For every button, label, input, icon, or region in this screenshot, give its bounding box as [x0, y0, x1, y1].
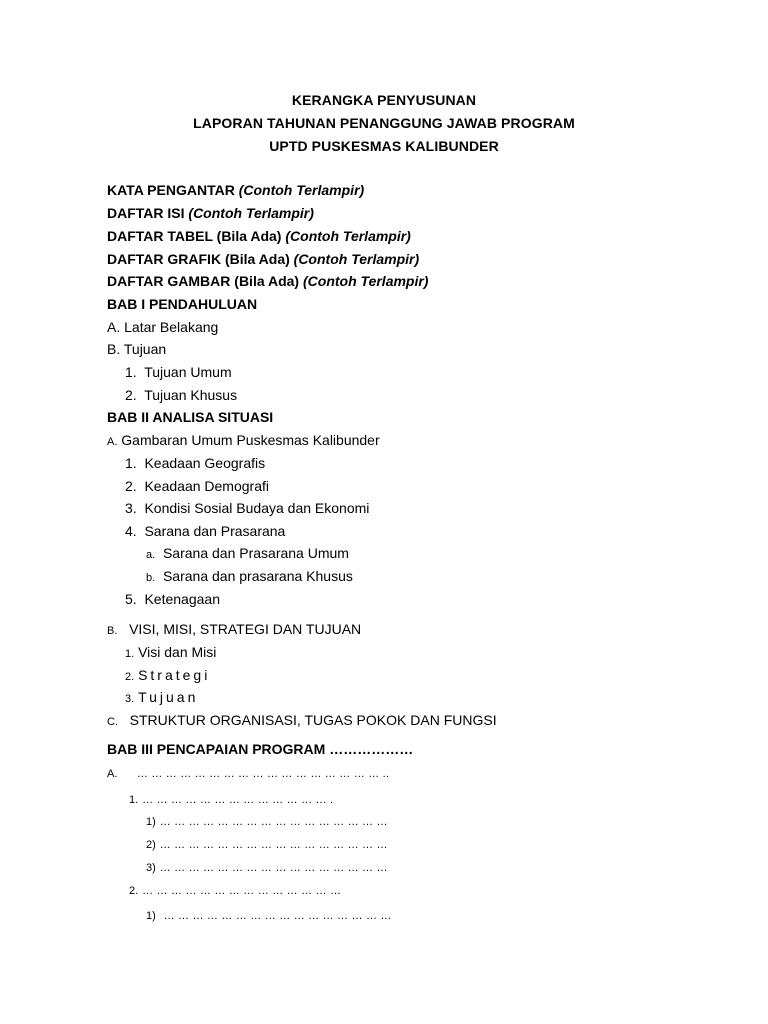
bab3-1-2-dots: … … … … … … … … … … … … … … … …	[159, 839, 388, 851]
bab2-a3-marker: 3.	[125, 500, 137, 516]
bab3-a-dots: … … … … … … … … … … … … … … … … … ..	[136, 768, 390, 780]
bab2-a2-marker: 2.	[125, 478, 137, 494]
bab2-item-c	[107, 712, 497, 728]
bab2-a4-text: Sarana dan Prasarana	[144, 523, 286, 539]
bab3-2-1-dots: … … … … … … … … … … … … … … … …	[163, 910, 392, 922]
daftar-grafik-label: DAFTAR GRAFIK (Bila Ada)	[107, 251, 290, 267]
bab3-item-1-1	[146, 812, 388, 828]
bab2-b2-marker: 2.	[125, 671, 135, 683]
bab2-a2-text: Keadaan Demografi	[144, 478, 269, 494]
bab3-item-1	[129, 790, 333, 806]
bab2-item-b1	[125, 644, 216, 660]
bab2-a-text: Gambaran Umum Puskesmas Kalibunder	[121, 432, 380, 448]
daftar-grafik-item	[107, 251, 419, 267]
bab2-a4-marker: 4.	[125, 523, 137, 539]
bab3-1-1-marker: 1)	[146, 816, 156, 828]
bab3-item-2-1	[146, 906, 392, 922]
bab2-title: BAB II ANALISA SITUASI	[107, 409, 274, 425]
header-line-1: KERANGKA PENYUSUNAN	[291, 92, 477, 108]
bab1-item-b	[107, 341, 166, 357]
daftar-isi-note: (Contoh Terlampir)	[188, 205, 314, 221]
bab1-title: BAB I PENDAHULUAN	[107, 296, 258, 312]
bab3-1-dots: … … … … … … … … … … … … … .	[142, 794, 334, 806]
daftar-isi-item	[107, 205, 314, 221]
bab2-item-b3	[125, 689, 198, 705]
bab2-b3-marker: 3.	[125, 693, 135, 705]
bab1-b-marker: B.	[107, 341, 121, 357]
daftar-tabel-label: DAFTAR TABEL (Bila Ada)	[107, 228, 282, 244]
bab3-item-1-2	[146, 835, 388, 851]
daftar-isi-label: DAFTAR ISI	[107, 205, 185, 221]
bab2-item-a	[107, 432, 380, 448]
bab1-b-text: Tujuan	[123, 341, 167, 357]
bab2-a1-marker: 1.	[125, 455, 137, 471]
kata-pengantar-label: KATA PENGANTAR	[107, 182, 235, 198]
bab1-b2-text: Tujuan Khusus	[144, 387, 238, 403]
bab2-c-text: STRUKTUR ORGANISASI, TUGAS POKOK DAN FUNGSI	[129, 712, 497, 728]
bab3-1-3-marker: 3)	[146, 862, 156, 874]
bab3-item-1-3	[146, 858, 388, 874]
bab1-item-b2	[125, 387, 237, 403]
bab1-a-text: Latar Belakang	[124, 319, 219, 335]
bab1-item-b1	[125, 364, 232, 380]
daftar-gambar-label: DAFTAR GAMBAR (Bila Ada)	[107, 273, 300, 289]
bab1-b1-marker: 1.	[125, 364, 137, 380]
bab3-1-marker: 1.	[129, 794, 139, 806]
bab2-b3-text: Tujuan	[138, 689, 199, 705]
bab1-b1-text: Tujuan Umum	[144, 364, 232, 380]
bab2-c-marker: C.	[107, 716, 118, 728]
daftar-tabel-note: (Contoh Terlampir)	[285, 228, 411, 244]
bab2-item-a1	[125, 455, 265, 471]
bab2-a5-text: Ketenagaan	[144, 591, 220, 607]
bab2-a4b-marker: b.	[146, 572, 156, 584]
header-line-3: UPTD PUSKESMAS KALIBUNDER	[269, 138, 499, 154]
bab2-a4a-marker: a.	[146, 549, 156, 561]
bab2-a5-marker: 5.	[125, 591, 137, 607]
daftar-tabel-item	[107, 228, 411, 244]
bab3-1-2-marker: 2)	[146, 839, 156, 851]
bab2-a3-text: Kondisi Sosial Budaya dan Ekonomi	[144, 500, 370, 516]
bab2-b1-marker: 1.	[125, 648, 135, 660]
bab2-a-marker: A.	[107, 436, 118, 448]
kata-pengantar-item	[107, 182, 364, 198]
bab2-b2-text: Strategi	[138, 667, 211, 683]
bab1-b2-marker: 2.	[125, 387, 137, 403]
bab2-a1-text: Keadaan Geografis	[144, 455, 266, 471]
bab2-b-marker: B.	[107, 625, 118, 637]
daftar-gambar-item	[107, 273, 428, 289]
bab1-a-marker: A.	[107, 319, 121, 335]
bab3-1-3-dots: … … … … … … … … … … … … … … … …	[159, 862, 388, 874]
bab2-item-a5	[125, 591, 220, 607]
bab3-2-1-marker: 1)	[146, 910, 156, 922]
header-line-2: LAPORAN TAHUNAN PENANGGUNG JAWAB PROGRAM	[193, 115, 575, 131]
bab1-item-a	[107, 319, 218, 335]
bab3-2-marker: 2.	[129, 885, 139, 897]
daftar-grafik-note: (Contoh Terlampir)	[293, 251, 420, 267]
bab3-item-2	[129, 881, 341, 897]
bab3-title: BAB III PENCAPAIAN PROGRAM ………………	[107, 741, 414, 757]
bab2-item-a4b	[146, 568, 353, 584]
bab2-item-a3	[125, 500, 369, 516]
bab2-a4b-text: Sarana dan prasarana Khusus	[162, 568, 353, 584]
bab2-a4a-text: Sarana dan Prasarana Umum	[162, 545, 349, 561]
bab3-1-1-dots: … … … … … … … … … … … … … … … …	[159, 816, 388, 828]
bab3-item-a	[107, 764, 389, 780]
bab2-item-a2	[125, 478, 269, 494]
bab2-item-a4a	[146, 545, 349, 561]
bab2-b-text: VISI, MISI, STRATEGI DAN TUJUAN	[129, 621, 362, 637]
kata-pengantar-note: (Contoh Terlampir)	[238, 182, 365, 198]
bab2-item-a4	[125, 523, 285, 539]
bab2-item-b	[107, 621, 361, 637]
bab3-2-dots: … … … … … … … … … … … … … …	[142, 885, 342, 897]
bab2-item-b2	[125, 667, 210, 683]
daftar-gambar-note: (Contoh Terlampir)	[303, 273, 429, 289]
bab2-b1-text: Visi dan Misi	[138, 644, 217, 660]
bab3-a-marker: A.	[107, 768, 118, 780]
